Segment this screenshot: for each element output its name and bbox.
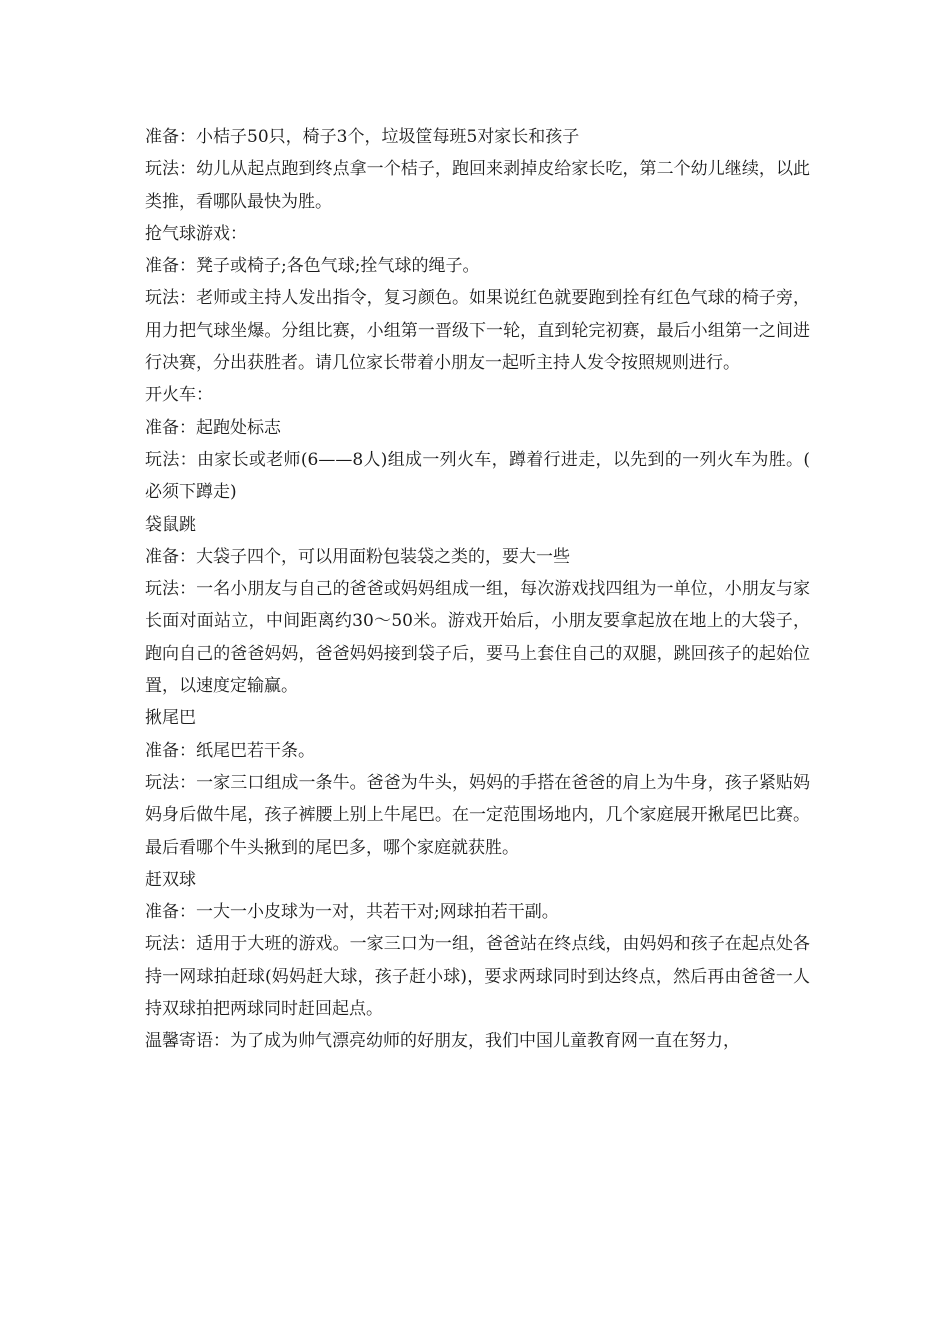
paragraph-prep-balloon: 准备：凳子或椅子;各色气球;拴气球的绳子。 [145,256,480,277]
heading-double-ball-game: 赶双球 [145,869,196,890]
heading-train-game: 开火车： [145,385,213,406]
document-body [145,121,810,1058]
heading-kangaroo-game: 袋鼠跳 [145,514,196,535]
paragraph-prep-train: 准备：起跑处标志 [145,417,281,438]
heading-tail-game: 揪尾巴 [145,708,196,729]
paragraph-play-oranges: 玩法：幼儿从起点跑到终点拿一个桔子，跑回来剥掉皮给家长吃，第二个幼儿继续，以此类推，看哪队最快为胜。 [145,159,810,212]
paragraph-play-kangaroo: 玩法：一名小朋友与自己的爸爸或妈妈组成一组，每次游戏找四组为一单位，小朋友与家长面对面站立，中间距离约30～50米。游戏开始后，小朋友要拿起放在地上的大袋子，跑向自己的爸爸妈妈，爸爸妈妈接到袋子后，要马上套住自己的双腿，跳回孩子的起始位置，以速度定输赢。 [145,579,810,697]
heading-balloon-game: 抢气球游戏： [145,223,247,244]
paragraph-play-train: 玩法：由家长或老师(6——8人)组成一列火车，蹲着行进走，以先到的一列火车为胜。(必须下蹲走) [145,449,810,503]
paragraph-prep-oranges: 准备：小桔子50只，椅子3个，垃圾筐每班5对家长和孩子 [145,127,580,147]
paragraph-prep-kangaroo: 准备：大袋子四个，可以用面粉包装袋之类的，要大一些 [145,546,570,567]
paragraph-closing-message: 温馨寄语：为了成为帅气漂亮幼师的好朋友，我们中国儿童教育网一直在努力， [145,1031,740,1052]
paragraph-play-double-ball: 玩法：适用于大班的游戏。一家三口为一组，爸爸站在终点线，由妈妈和孩子在起点处各持一网球拍赶球(妈妈赶大球，孩子赶小球)，要求两球同时到达终点，然后再由爸爸一人持双球拍把两球同时赶回起点。 [145,934,810,1020]
paragraph-prep-double-ball: 准备：一大一小皮球为一对，共若干对;网球拍若干副。 [145,902,559,923]
paragraph-prep-tail: 准备：纸尾巴若干条。 [145,740,315,761]
paragraph-play-balloon: 玩法：老师或主持人发出指令，复习颜色。如果说红色就要跑到拴有红色气球的椅子旁，用力把气球坐爆。分组比赛，小组第一晋级下一轮，直到轮完初赛，最后小组第一之间进行决赛，分出获胜者。请几位家长带着小朋友一起听主持人发令按照规则进行。 [145,288,810,374]
paragraph-play-tail: 玩法：一家三口组成一条牛。爸爸为牛头，妈妈的手搭在爸爸的肩上为牛身，孩子紧贴妈妈身后做牛尾，孩子裤腰上别上牛尾巴。在一定范围场地内，几个家庭展开揪尾巴比赛。最后看哪个牛头揪到的尾巴多，哪个家庭就获胜。 [145,772,810,858]
